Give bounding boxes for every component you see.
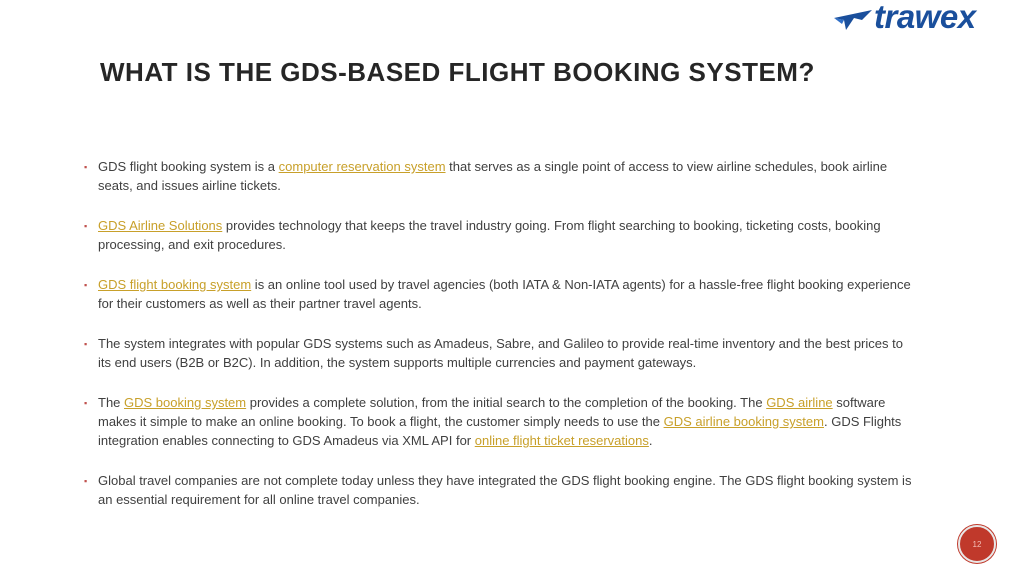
bullet-item xyxy=(84,157,914,195)
bullet-item xyxy=(84,471,914,509)
bullet-item xyxy=(84,334,914,372)
bullet-item xyxy=(84,275,914,313)
page-number: 12 xyxy=(972,539,982,549)
inline-link[interactable]: GDS airline booking system xyxy=(663,414,824,429)
bullet-marker-icon: ▪ xyxy=(84,476,88,486)
inline-link[interactable]: online flight ticket reservations xyxy=(474,433,649,448)
bullet-text: is an online tool used by travel agencies (both IATA & Non-IATA agents) for a hassle-free flight booking experience for their customers as well as their partner travel agents. xyxy=(98,277,911,311)
bullet-text: GDS flight booking system is a xyxy=(98,159,279,174)
logo-text: trawex xyxy=(874,0,976,35)
inline-link[interactable]: GDS Airline Solutions xyxy=(98,218,223,233)
bullet-marker-icon: ▪ xyxy=(84,339,88,349)
bullet-marker-icon: ▪ xyxy=(84,162,88,172)
bullet-item xyxy=(84,216,914,254)
bullet-marker-icon: ▪ xyxy=(84,221,88,231)
inline-link[interactable]: computer reservation system xyxy=(278,159,446,174)
inline-link[interactable]: GDS flight booking system xyxy=(98,277,252,292)
bullet-text: provides a complete solution, from the initial search to the completion of the booking. The xyxy=(246,395,767,410)
bullet-text: software makes it simple to make an online booking. To book a flight, the customer simply needs to use the xyxy=(98,395,886,429)
plane-swoosh-icon xyxy=(832,8,876,32)
bullet-text: . GDS Flights integration enables connecting to GDS Amadeus via XML API for xyxy=(98,414,902,448)
bullet-text: provides technology that keeps the travel industry going. From flight searching to booking, ticketing costs, booking processing, and exit procedures. xyxy=(98,218,881,252)
inline-link[interactable]: GDS booking system xyxy=(124,395,247,410)
bullet-text: . xyxy=(648,433,653,448)
bullet-text: The system integrates with popular GDS systems such as Amadeus, Sabre, and Galileo to provide real-time inventory and the best prices to its end users (B2B or B2C). In addition, the system supports multiple currencies and payment gateways. xyxy=(98,336,903,370)
bullet-text: Global travel companies are not complete today unless they have integrated the GDS flight booking engine. The GDS flight booking system is an essential requirement for all online travel companies. xyxy=(98,473,912,507)
bullet-list xyxy=(84,157,914,530)
page-number-button[interactable] xyxy=(958,525,996,563)
inline-link[interactable]: GDS airline xyxy=(766,395,833,410)
bullet-item xyxy=(84,393,914,450)
bullet-marker-icon: ▪ xyxy=(84,398,88,408)
bullet-text: The xyxy=(98,395,125,410)
page-title: WHAT IS THE GDS-BASED FLIGHT BOOKING SYSTEM? xyxy=(100,57,815,87)
trawex-logo xyxy=(832,2,1012,38)
bullet-text: that serves as a single point of access to view airline schedules, book airline seats, and issues airline tickets. xyxy=(98,159,888,193)
bullet-marker-icon: ▪ xyxy=(84,280,88,290)
